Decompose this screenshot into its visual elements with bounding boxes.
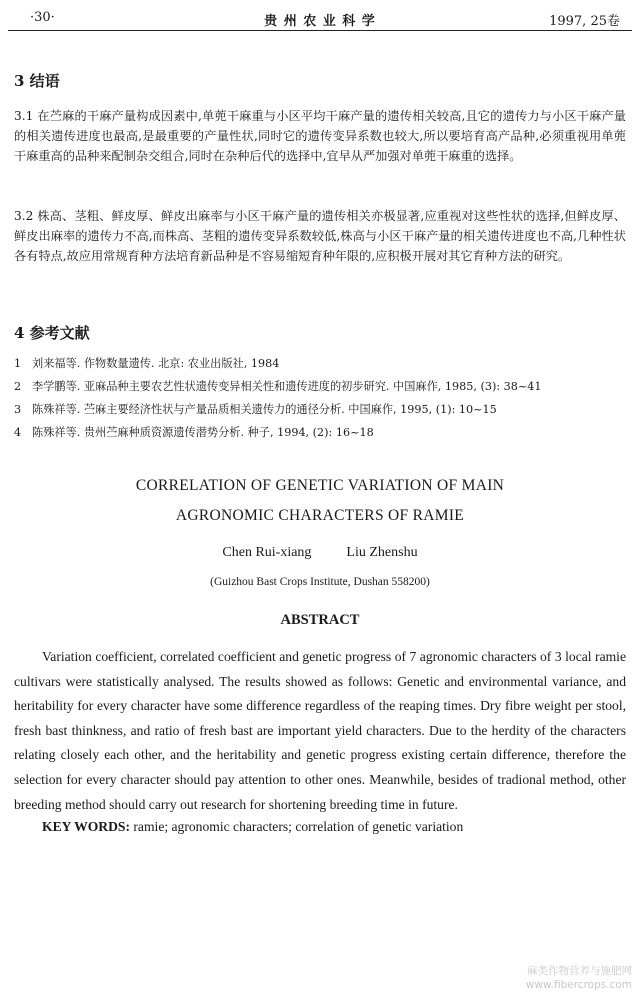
reference-number: 4 xyxy=(14,426,22,439)
keywords-text: ramie; agronomic characters; correlation of genetic variation xyxy=(133,819,464,834)
watermark-line-2: www.fibercrops.com xyxy=(525,979,632,991)
conclusion-paragraph-2: 3.2 株高、茎粗、鲜皮厚、鲜皮出麻率与小区干麻产量的遗传相关亦极显著,应重视对这些性状的选择,但鲜皮厚、鲜皮出麻率的遗传力不高,而株高、茎粗的遗传变异系数较低,株高与小区干麻产量的相关遗传进度也不高,几种性状各有特点,故应用常规育种方法培育新品种是不容易缩短育种年限的,应积极开展对其它育种方法的研究。 xyxy=(14,209,626,263)
page-number: ·30· xyxy=(30,10,55,25)
keywords xyxy=(42,819,626,835)
english-title-line-2: AGRONOMIC CHARACTERS OF RAMIE xyxy=(175,507,465,524)
authors: Chen Rui-xiang Liu Zhenshu xyxy=(222,545,418,560)
reference-number: 1 xyxy=(14,357,22,370)
site-watermark xyxy=(526,964,632,992)
reference-item xyxy=(14,425,626,441)
reference-item xyxy=(14,379,626,395)
reference-text: 陈殊祥等. 贵州苎麻种质资源遗传潜势分析. 种子, 1994, (2): 16~18 xyxy=(32,426,374,439)
reference-text: 刘来福等. 作物数量遗传. 北京: 农业出版社, 1984 xyxy=(32,357,280,370)
abstract-text: Variation coefficient, correlated coefficient and genetic progress of 7 agronomic characters of 3 local ramie cultivars were statistically analysed. The results showed as follows: Genetic and environmental variance, and heritability for every character have some difference regardless of the reaping times. Dry fibre weight per stool, fresh bast thinkness, and ratio of fresh bast are important yield characters. Due to the herdity of the characters relating closely each other, and the heritability and genetic progress existing certain difference, therefore the selection for every character should pay attention to other ones. Meanwhile, besides of tradional method, other breeding method should carry out research for shortening breeding time in future. xyxy=(14,649,626,812)
journal-name: 贵 州 农 业 科 学 xyxy=(264,14,376,29)
reference-item xyxy=(14,402,626,418)
keywords-label: KEY WORDS: xyxy=(42,819,130,834)
conclusion-heading: 3 结语 xyxy=(14,72,60,90)
reference-item xyxy=(14,356,626,372)
reference-text: 李学鹏等. 亚麻品种主要农艺性状遗传变异相关性和遗传进度的初步研究. 中国麻作, 1985, (3): 38~41 xyxy=(32,380,542,393)
english-title-line-1: CORRELATION OF GENETIC VARIATION OF MAIN xyxy=(135,477,505,494)
issue-info: 1997, 25卷 xyxy=(549,14,620,29)
reference-text: 陈殊祥等. 苎麻主要经济性状与产量品质相关遗传力的通径分析. 中国麻作, 1995, (1): 10~15 xyxy=(32,403,497,416)
reference-number: 2 xyxy=(14,380,22,393)
references-heading: 4 参考文献 xyxy=(14,324,90,342)
affiliation: (Guizhou Bast Crops Institute, Dushan 558200) xyxy=(210,576,430,588)
conclusion-paragraph-1: 3.1 在苎麻的干麻产量构成因素中,单蔸干麻重与小区平均干麻产量的遗传相关较高,且它的遗传力与小区干麻产量的相关遗传进度也最高,是最重要的产量性状,同时它的遗传变异系数也较大,所以要培育高产品种,必须重视用单蔸干麻重高的品种来配制杂交组合,同时在杂种后代的选择中,宜早从严加强对单蔸干麻重的选择。 xyxy=(14,109,626,163)
abstract-heading: ABSTRACT xyxy=(280,612,360,628)
reference-number: 3 xyxy=(14,403,22,416)
watermark-line-1: 麻类作物营养与施肥网 xyxy=(527,965,632,977)
running-header xyxy=(8,8,632,31)
